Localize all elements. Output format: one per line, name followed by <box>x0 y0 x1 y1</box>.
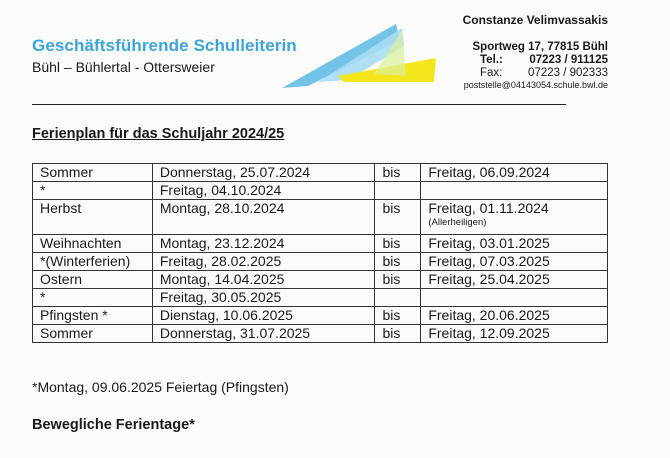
table-row <box>33 164 608 182</box>
table-row <box>33 307 608 325</box>
holiday-name-text: Sommer <box>40 325 93 341</box>
holiday-name <box>33 253 153 271</box>
holiday-name <box>33 235 153 253</box>
holiday-name-text: Pfingsten * <box>40 307 108 323</box>
range-separator-text: bis <box>382 307 401 323</box>
contact-address: Sportweg 17, 77815 Bühl <box>472 41 608 53</box>
table-row <box>33 325 608 343</box>
contact-fax <box>463 67 608 80</box>
table-row <box>33 235 608 253</box>
range-separator <box>375 182 421 200</box>
fax-value: 07223 / 902333 <box>528 67 608 79</box>
contact-email: poststelle@04143054.schule.bwl.de <box>463 80 608 90</box>
holiday-name-text: * <box>40 289 46 305</box>
start-date-text: Freitag, 28.02.2025 <box>159 253 282 269</box>
document-title: Ferienplan für das Schuljahr 2024/25 <box>32 126 285 142</box>
table-row <box>33 200 608 235</box>
start-date-text: Freitag, 04.10.2024 <box>159 182 282 198</box>
range-separator-text: bis <box>382 235 401 251</box>
end-date-text: Freitag, 20.06.2025 <box>428 307 550 323</box>
footnote: *Montag, 09.06.2025 Feiertag (Pfingsten) <box>32 379 289 395</box>
holiday-name <box>33 271 153 289</box>
end-date <box>421 182 608 200</box>
fax-label: Fax: <box>480 67 503 79</box>
start-date <box>152 253 375 271</box>
end-date-text: Freitag, 03.01.2025 <box>428 235 550 251</box>
holiday-name-text: *(Winterferien) <box>40 253 131 269</box>
school-logo <box>278 18 438 90</box>
range-separator-text: bis <box>382 200 401 216</box>
table-row <box>33 289 608 307</box>
range-separator <box>375 325 421 343</box>
end-date <box>421 164 608 182</box>
start-date-text: Montag, 28.10.2024 <box>159 200 285 216</box>
end-date-text: Freitag, 07.03.2025 <box>428 253 550 269</box>
start-date <box>152 325 375 343</box>
holiday-name-text: Weihnachten <box>40 235 122 251</box>
start-date <box>152 289 375 307</box>
start-date-text: Montag, 23.12.2024 <box>159 235 285 251</box>
holiday-name-text: Ostern <box>40 271 83 287</box>
holiday-name <box>33 307 153 325</box>
table-row <box>33 182 608 200</box>
range-separator-text: bis <box>382 253 401 269</box>
end-date-text: Freitag, 12.09.2025 <box>428 325 550 341</box>
org-locations: Bühl – Bühlertal - Ottersweier <box>32 59 215 75</box>
range-separator <box>375 200 421 235</box>
end-date <box>421 200 608 235</box>
range-separator <box>375 271 421 289</box>
start-date <box>152 164 375 182</box>
end-date-text: Freitag, 06.09.2024 <box>428 164 550 180</box>
holiday-name <box>33 325 153 343</box>
holiday-name-text: Sommer <box>40 164 93 180</box>
end-date <box>421 325 608 343</box>
start-date <box>152 307 375 325</box>
range-separator <box>375 307 421 325</box>
range-separator <box>375 289 421 307</box>
tel-value: 07223 / 911125 <box>529 54 608 66</box>
holiday-name-text: * <box>40 182 46 198</box>
holiday-name <box>33 200 153 235</box>
start-date-text: Donnerstag, 25.07.2024 <box>159 164 311 180</box>
start-date-text: Montag, 14.04.2025 <box>159 271 285 287</box>
contact-tel <box>463 54 608 67</box>
holiday-name <box>33 289 153 307</box>
tel-label: Tel.: <box>480 54 503 66</box>
start-date-text: Donnerstag, 31.07.2025 <box>159 325 311 341</box>
range-separator <box>375 164 421 182</box>
end-date <box>421 271 608 289</box>
header-divider <box>32 104 566 105</box>
range-separator-text: bis <box>382 164 401 180</box>
range-separator <box>375 235 421 253</box>
holiday-name <box>33 182 153 200</box>
end-date-text: Freitag, 01.11.2024 <box>428 200 549 216</box>
end-date <box>421 289 608 307</box>
end-date <box>421 307 608 325</box>
start-date <box>152 182 375 200</box>
start-date <box>152 271 375 289</box>
holiday-name <box>33 164 153 182</box>
section-heading: Bewegliche Ferientage* <box>32 417 195 433</box>
end-date <box>421 235 608 253</box>
end-date-note: (Allerheiligen) <box>428 217 487 228</box>
org-title: Geschäftsführende Schulleiterin <box>32 36 297 55</box>
range-separator-text: bis <box>382 325 401 341</box>
end-date-text: Freitag, 25.04.2025 <box>428 271 550 287</box>
contact-name: Constanze Velimvassakis <box>462 13 608 27</box>
holiday-name-text: Herbst <box>40 200 82 216</box>
holiday-table <box>32 163 608 343</box>
start-date-text: Dienstag, 10.06.2025 <box>159 307 293 323</box>
table-row <box>33 253 608 271</box>
table-row <box>33 271 608 289</box>
range-separator-text: bis <box>382 271 401 287</box>
start-date-text: Freitag, 30.05.2025 <box>159 289 282 305</box>
start-date <box>152 200 375 235</box>
contact-block <box>463 14 608 91</box>
range-separator <box>375 253 421 271</box>
end-date <box>421 253 608 271</box>
start-date <box>152 235 375 253</box>
